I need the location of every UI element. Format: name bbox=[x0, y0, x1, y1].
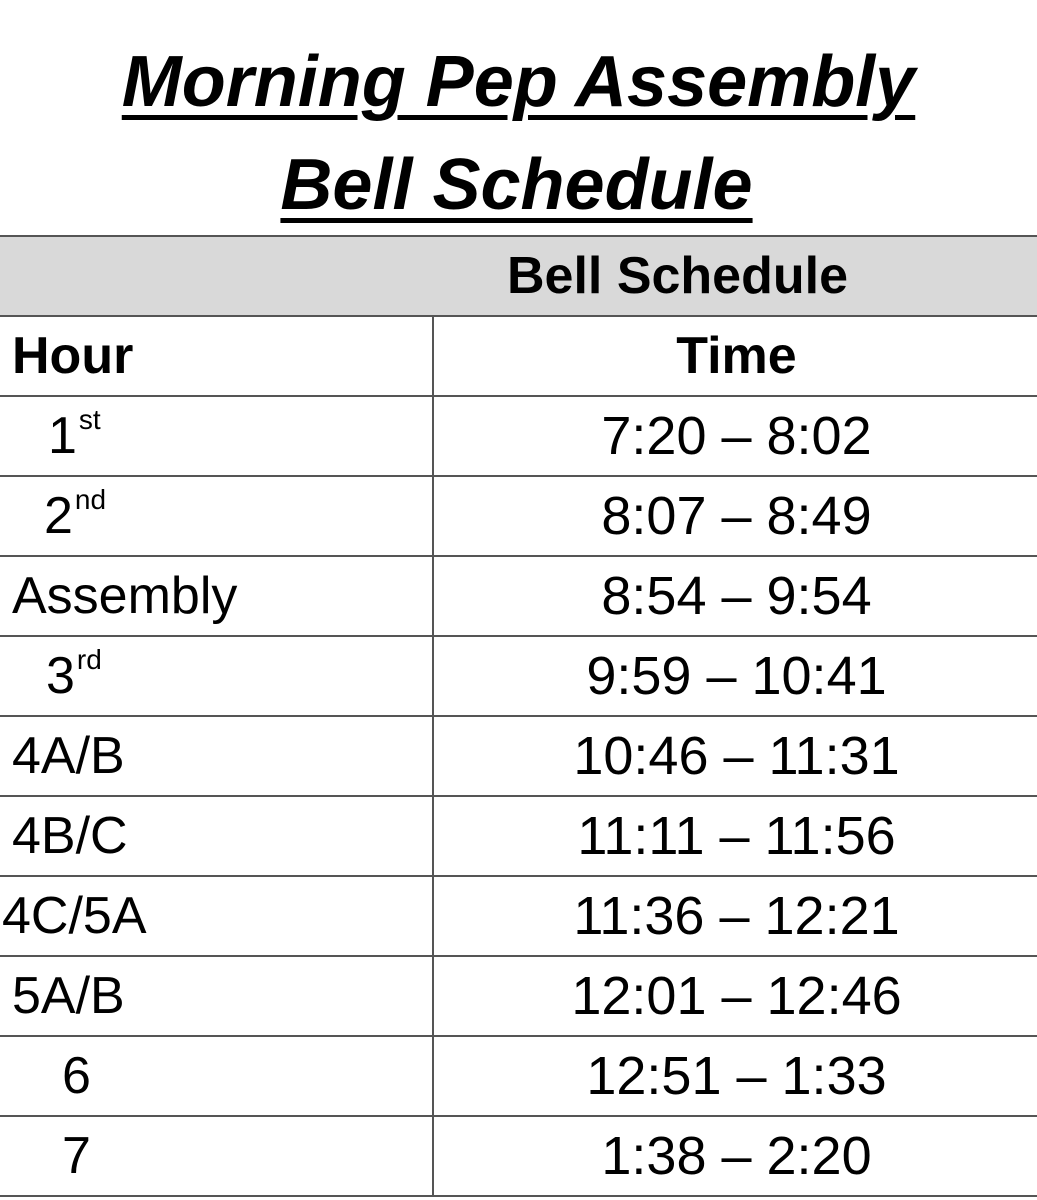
hour-cell bbox=[0, 556, 433, 636]
hour-label: 4A/B bbox=[12, 727, 125, 785]
title-line-2: Bell Schedule bbox=[280, 145, 753, 225]
time-cell: 11:11 – 11:56 bbox=[433, 796, 1037, 876]
band-title: Bell Schedule bbox=[507, 247, 848, 305]
hour-label: 4B/C bbox=[12, 807, 128, 865]
table-row bbox=[0, 636, 1037, 716]
table-row bbox=[0, 396, 1037, 476]
time-cell: 8:54 – 9:54 bbox=[433, 556, 1037, 636]
table-row bbox=[0, 876, 1037, 956]
table-row bbox=[0, 1036, 1037, 1116]
bell-schedule-table bbox=[0, 235, 1037, 1197]
time-cell: 12:01 – 12:46 bbox=[433, 956, 1037, 1036]
hour-label: 6 bbox=[62, 1047, 91, 1105]
band-title-cell bbox=[0, 236, 1037, 316]
time-cell: 11:36 – 12:21 bbox=[433, 876, 1037, 956]
header-time: Time bbox=[433, 316, 1037, 396]
ordinal-suffix: rd bbox=[76, 644, 102, 675]
table-row bbox=[0, 956, 1037, 1036]
hour-label: 1 bbox=[48, 407, 77, 465]
time-cell: 7:20 – 8:02 bbox=[433, 396, 1037, 476]
hour-label: 5A/B bbox=[12, 967, 125, 1025]
hour-cell bbox=[0, 396, 433, 476]
hour-label: Assembly bbox=[12, 567, 238, 625]
table-band-row bbox=[0, 236, 1037, 316]
time-cell: 8:07 – 8:49 bbox=[433, 476, 1037, 556]
ordinal-suffix: st bbox=[78, 404, 101, 435]
hour-label: 2 bbox=[44, 487, 73, 545]
hour-cell bbox=[0, 876, 433, 956]
hour-cell bbox=[0, 716, 433, 796]
table-row bbox=[0, 556, 1037, 636]
hour-label: 4C/5A bbox=[2, 887, 147, 945]
hour-label: 7 bbox=[62, 1127, 91, 1185]
table-row bbox=[0, 1116, 1037, 1196]
table-row bbox=[0, 716, 1037, 796]
table-row bbox=[0, 476, 1037, 556]
header-hour: Hour bbox=[0, 316, 433, 396]
time-cell: 1:38 – 2:20 bbox=[433, 1116, 1037, 1196]
hour-cell bbox=[0, 1116, 433, 1196]
document-title bbox=[0, 0, 1037, 235]
hour-cell bbox=[0, 1036, 433, 1116]
table-header-row bbox=[0, 316, 1037, 396]
time-cell: 9:59 – 10:41 bbox=[433, 636, 1037, 716]
hour-cell bbox=[0, 956, 433, 1036]
table-row bbox=[0, 796, 1037, 876]
hour-cell bbox=[0, 636, 433, 716]
title-line-1: Morning Pep Assembly bbox=[121, 42, 916, 122]
hour-cell bbox=[0, 476, 433, 556]
time-cell: 10:46 – 11:31 bbox=[433, 716, 1037, 796]
ordinal-suffix: nd bbox=[74, 484, 107, 515]
hour-cell bbox=[0, 796, 433, 876]
hour-label: 3 bbox=[46, 647, 75, 705]
time-cell: 12:51 – 1:33 bbox=[433, 1036, 1037, 1116]
